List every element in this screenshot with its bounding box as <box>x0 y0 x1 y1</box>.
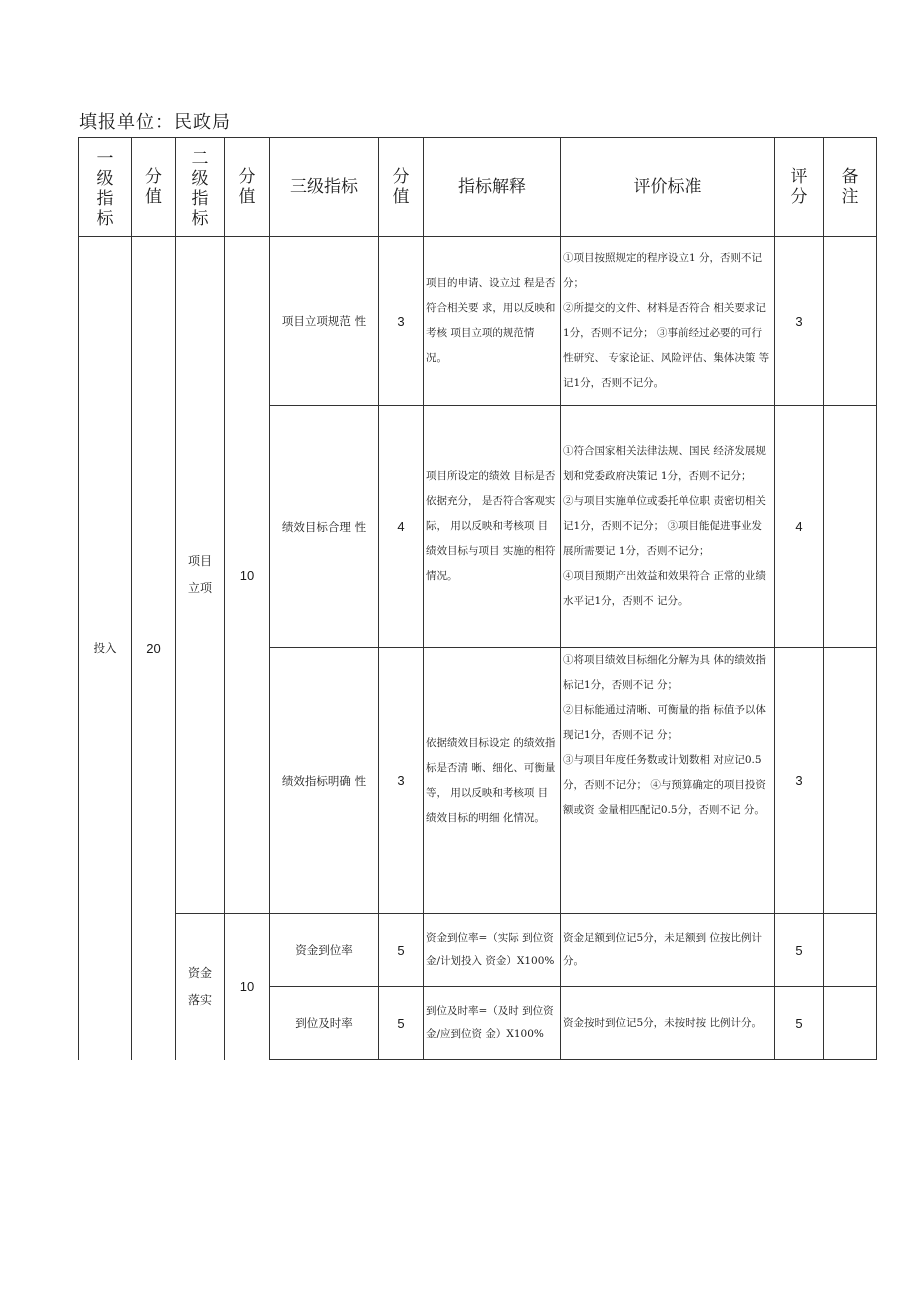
report-unit-label: 填报单位：民政局 <box>79 112 231 133</box>
header-level3-indicator: 三级指标 <box>270 138 379 237</box>
indicator-rating: 5 <box>775 987 824 1060</box>
indicator-remark <box>824 987 877 1060</box>
indicator-remark <box>824 237 877 406</box>
header-criteria: 评价标准 <box>561 138 775 237</box>
evaluation-table <box>78 137 877 1060</box>
indicator-name: 绩效目标合理 性 <box>270 406 379 648</box>
indicator-score: 4 <box>379 406 424 648</box>
indicator-name: 资金到位率 <box>270 914 379 987</box>
level1-score: 20 <box>132 237 176 1060</box>
indicator-remark <box>824 648 877 914</box>
indicator-rating: 3 <box>775 648 824 914</box>
indicator-name: 绩效指标明确 性 <box>270 648 379 914</box>
level1-name: 投入 <box>79 237 132 1060</box>
indicator-score: 3 <box>379 648 424 914</box>
header-explanation: 指标解释 <box>424 138 561 237</box>
table-row <box>79 914 877 987</box>
indicator-explanation: 依据绩效目标设定 的绩效指标是否清 晰、细化、可衡量等， 用以反映和考核项 目绩效目标的明细 化情况。 <box>424 648 561 914</box>
indicator-explanation: 到位及时率=（及时 到位资金/应到位资 金）X100% <box>424 987 561 1060</box>
header-row <box>79 138 877 237</box>
indicator-remark <box>824 914 877 987</box>
header-score-1: 分值 <box>132 138 176 237</box>
header-level2-indicator: 二级指标 <box>176 138 225 237</box>
indicator-criteria: ①将项目绩效目标细化分解为具 体的绩效指标记1分，否则不记 分； ②目标能通过清晰、可衡量的指 标值予以体现记1分，否则不记 分； ③与项目年度任务数或计划数相 对应记0.5分，否则不记分； ④与预算确定的项目投资额或资 金量相匹配记0.5分，否则不记 分。 <box>561 648 775 914</box>
group-name: 项目立项 <box>176 237 225 914</box>
indicator-criteria: 资金按时到位记5分，未按时按 比例计分。 <box>561 987 775 1060</box>
indicator-name: 项目立项规范 性 <box>270 237 379 406</box>
header-rating: 评分 <box>775 138 824 237</box>
indicator-remark <box>824 406 877 648</box>
indicator-score: 5 <box>379 914 424 987</box>
indicator-score: 5 <box>379 987 424 1060</box>
indicator-criteria: 资金足额到位记5分，未足额到 位按比例计分。 <box>561 914 775 987</box>
group-name: 资金落实 <box>176 914 225 1060</box>
group-score: 10 <box>225 914 270 1060</box>
indicator-score: 3 <box>379 237 424 406</box>
indicator-criteria: ①项目按照规定的程序设立1 分，否则不记分； ②所提交的文件、材料是否符合 相关要求记1分，否则不记分； ③事前经过必要的可行性研究、 专家论证、风险评估、集体决策 等记1分，否则不记分。 <box>561 237 775 406</box>
indicator-explanation: 项目的申请、设立过 程是否符合相关要 求，用以反映和考核 项目立项的规范情 况。 <box>424 237 561 406</box>
header-score-2: 分值 <box>225 138 270 237</box>
indicator-explanation: 项目所设定的绩效 目标是否依据充分， 是否符合客观实际， 用以反映和考核项 目绩效目标与项目 实施的相符情况。 <box>424 406 561 648</box>
table-row <box>79 237 877 406</box>
group-score: 10 <box>225 237 270 914</box>
indicator-rating: 3 <box>775 237 824 406</box>
header-level1-indicator: 一级指标 <box>79 138 132 237</box>
header-remark: 备注 <box>824 138 877 237</box>
indicator-explanation: 资金到位率=（实际 到位资金/计划投入 资金）X100% <box>424 914 561 987</box>
indicator-rating: 5 <box>775 914 824 987</box>
header-score-3: 分值 <box>379 138 424 237</box>
indicator-criteria: ①符合国家相关法律法规、国民 经济发展规划和党委政府决策记 1分，否则不记分； ②与项目实施单位或委托单位职 责密切相关记1分，否则不记分； ③项目能促进事业发展所需要记 1分，否则不记分； ④项目预期产出效益和效果符合 正常的业绩水平记1分，否则不 记分。 <box>561 406 775 648</box>
indicator-name: 到位及时率 <box>270 987 379 1060</box>
indicator-rating: 4 <box>775 406 824 648</box>
